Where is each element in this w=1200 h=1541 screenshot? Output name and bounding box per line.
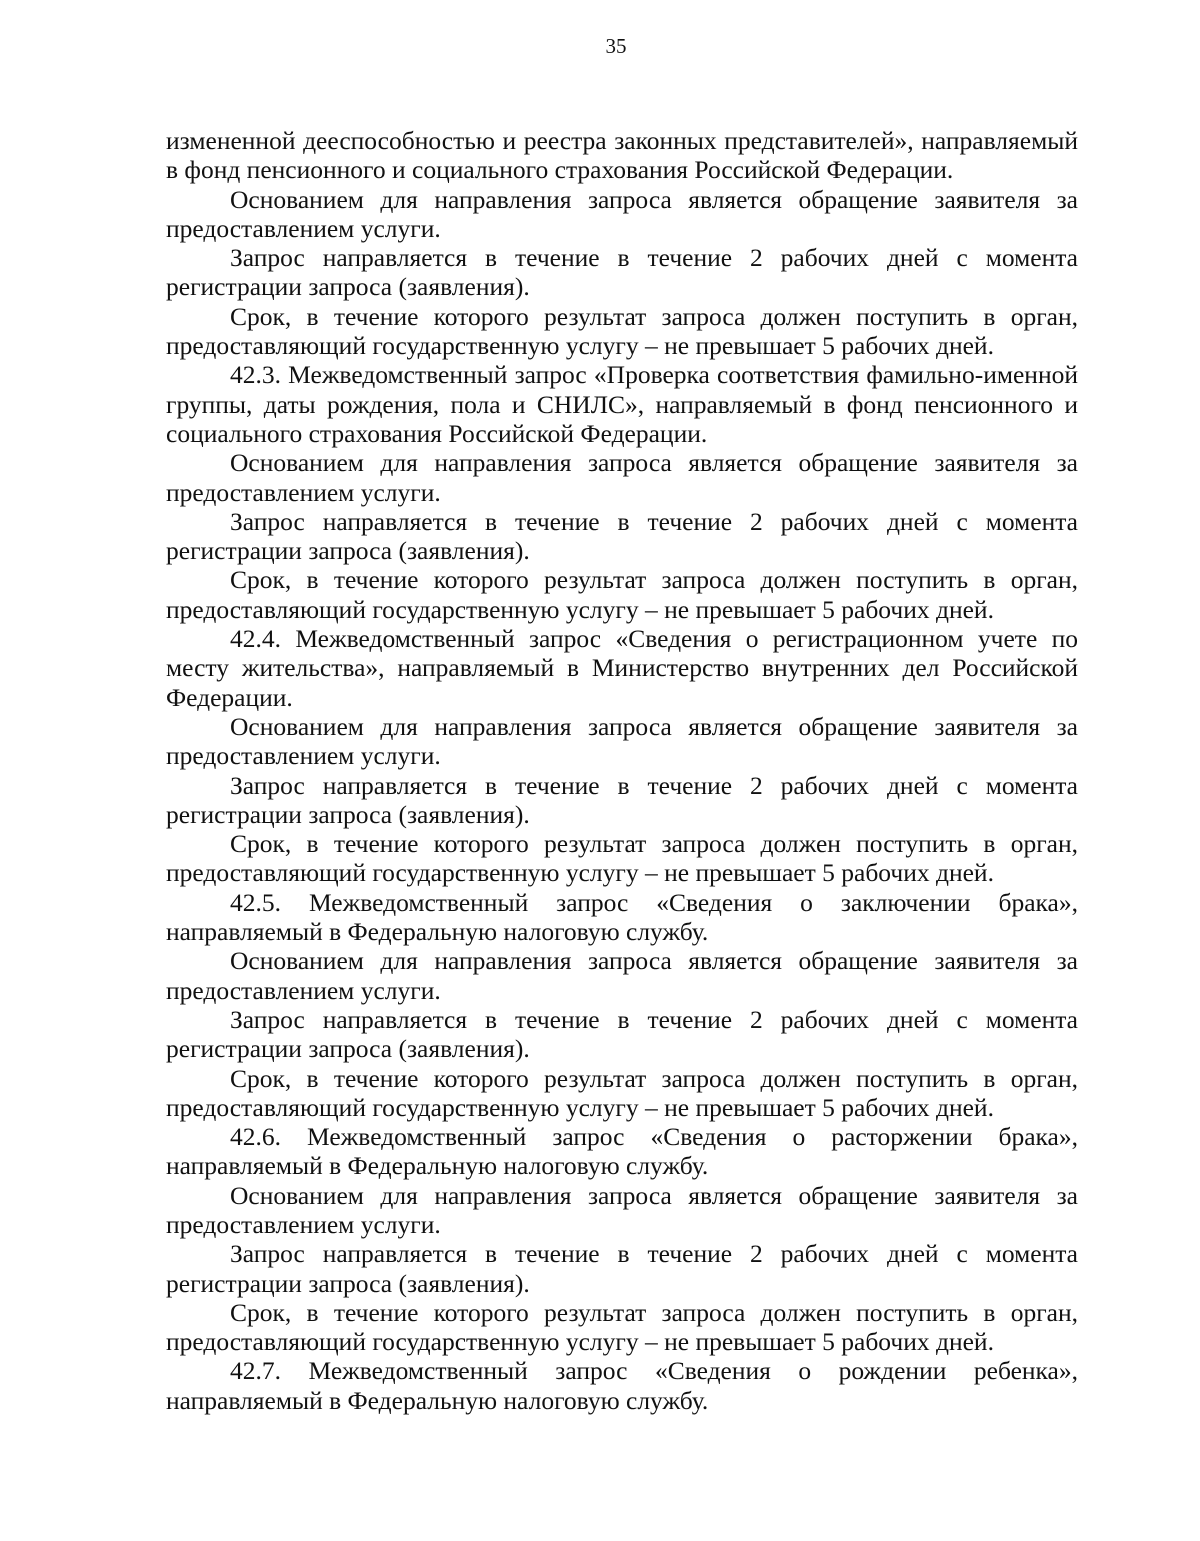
paragraph: Основанием для направления запроса является обращение заявителя за предоставлением услуги. <box>166 1180 1078 1239</box>
paragraph: Основанием для направления запроса является обращение заявителя за предоставлением услуги. <box>166 184 1078 243</box>
paragraph: Срок, в течение которого результат запроса должен поступить в орган, предоставляющий государственную услугу – не превышает 5 рабочих дней. <box>166 829 1078 888</box>
paragraph: Основанием для направления запроса является обращение заявителя за предоставлением услуги. <box>166 448 1078 507</box>
paragraph: Срок, в течение которого результат запроса должен поступить в орган, предоставляющий государственную услугу – не превышает 5 рабочих дней. <box>166 565 1078 624</box>
paragraph: Запрос направляется в течение в течение 2 рабочих дней с момента регистрации запроса (заявления). <box>166 1004 1078 1064</box>
page-number: 35 <box>605 34 627 58</box>
paragraph: Запрос направляется в течение в течение 2 рабочих дней с момента регистрации запроса (заявления). <box>166 1239 1078 1298</box>
document-body <box>166 126 1078 1415</box>
paragraph: Срок, в течение которого результат запроса должен поступить в орган, предоставляющий государственную услугу – не превышает 5 рабочих дней. <box>166 301 1078 361</box>
paragraph: Срок, в течение которого результат запроса должен поступить в орган, предоставляющий государственную услугу – не превышает 5 рабочих дней. <box>166 1063 1078 1122</box>
paragraph: 42.7. Межведомственный запрос «Сведения о рождении ребенка», направляемый в Федеральную налоговую службу. <box>166 1356 1078 1415</box>
paragraph: 42.5. Межведомственный запрос «Сведения о заключении брака», направляемый в Федеральную налоговую службу. <box>166 887 1078 947</box>
paragraph: 42.4. Межведомственный запрос «Сведения о регистрационном учете по месту жительства», направляемый в Министерство внутренних дел Российской Федерации. <box>166 624 1078 712</box>
paragraph: Запрос направляется в течение в течение 2 рабочих дней с момента регистрации запроса (заявления). <box>166 770 1078 829</box>
paragraph: Запрос направляется в течение в течение 2 рабочих дней с момента регистрации запроса (заявления). <box>166 243 1078 302</box>
paragraph: Основанием для направления запроса является обращение заявителя за предоставлением услуги. <box>166 946 1078 1005</box>
paragraph: 42.3. Межведомственный запрос «Проверка соответствия фамильно-именной группы, даты рождения, пола и СНИЛС», направляемый в фонд пенсионного и социального страхования Российской Федерации. <box>166 360 1078 448</box>
paragraph: измененной дееспособностью и реестра законных представителей», направляемый в фонд пенсионного и социального страхования Российской Федерации. <box>166 126 1078 185</box>
paragraph: Основанием для направления запроса является обращение заявителя за предоставлением услуги. <box>166 711 1078 771</box>
paragraph: 42.6. Межведомственный запрос «Сведения о расторжении брака», направляемый в Федеральную налоговую службу. <box>166 1122 1078 1181</box>
paragraph: Срок, в течение которого результат запроса должен поступить в орган, предоставляющий государственную услугу – не превышает 5 рабочих дней. <box>166 1297 1078 1357</box>
paragraph: Запрос направляется в течение в течение 2 рабочих дней с момента регистрации запроса (заявления). <box>166 506 1078 566</box>
